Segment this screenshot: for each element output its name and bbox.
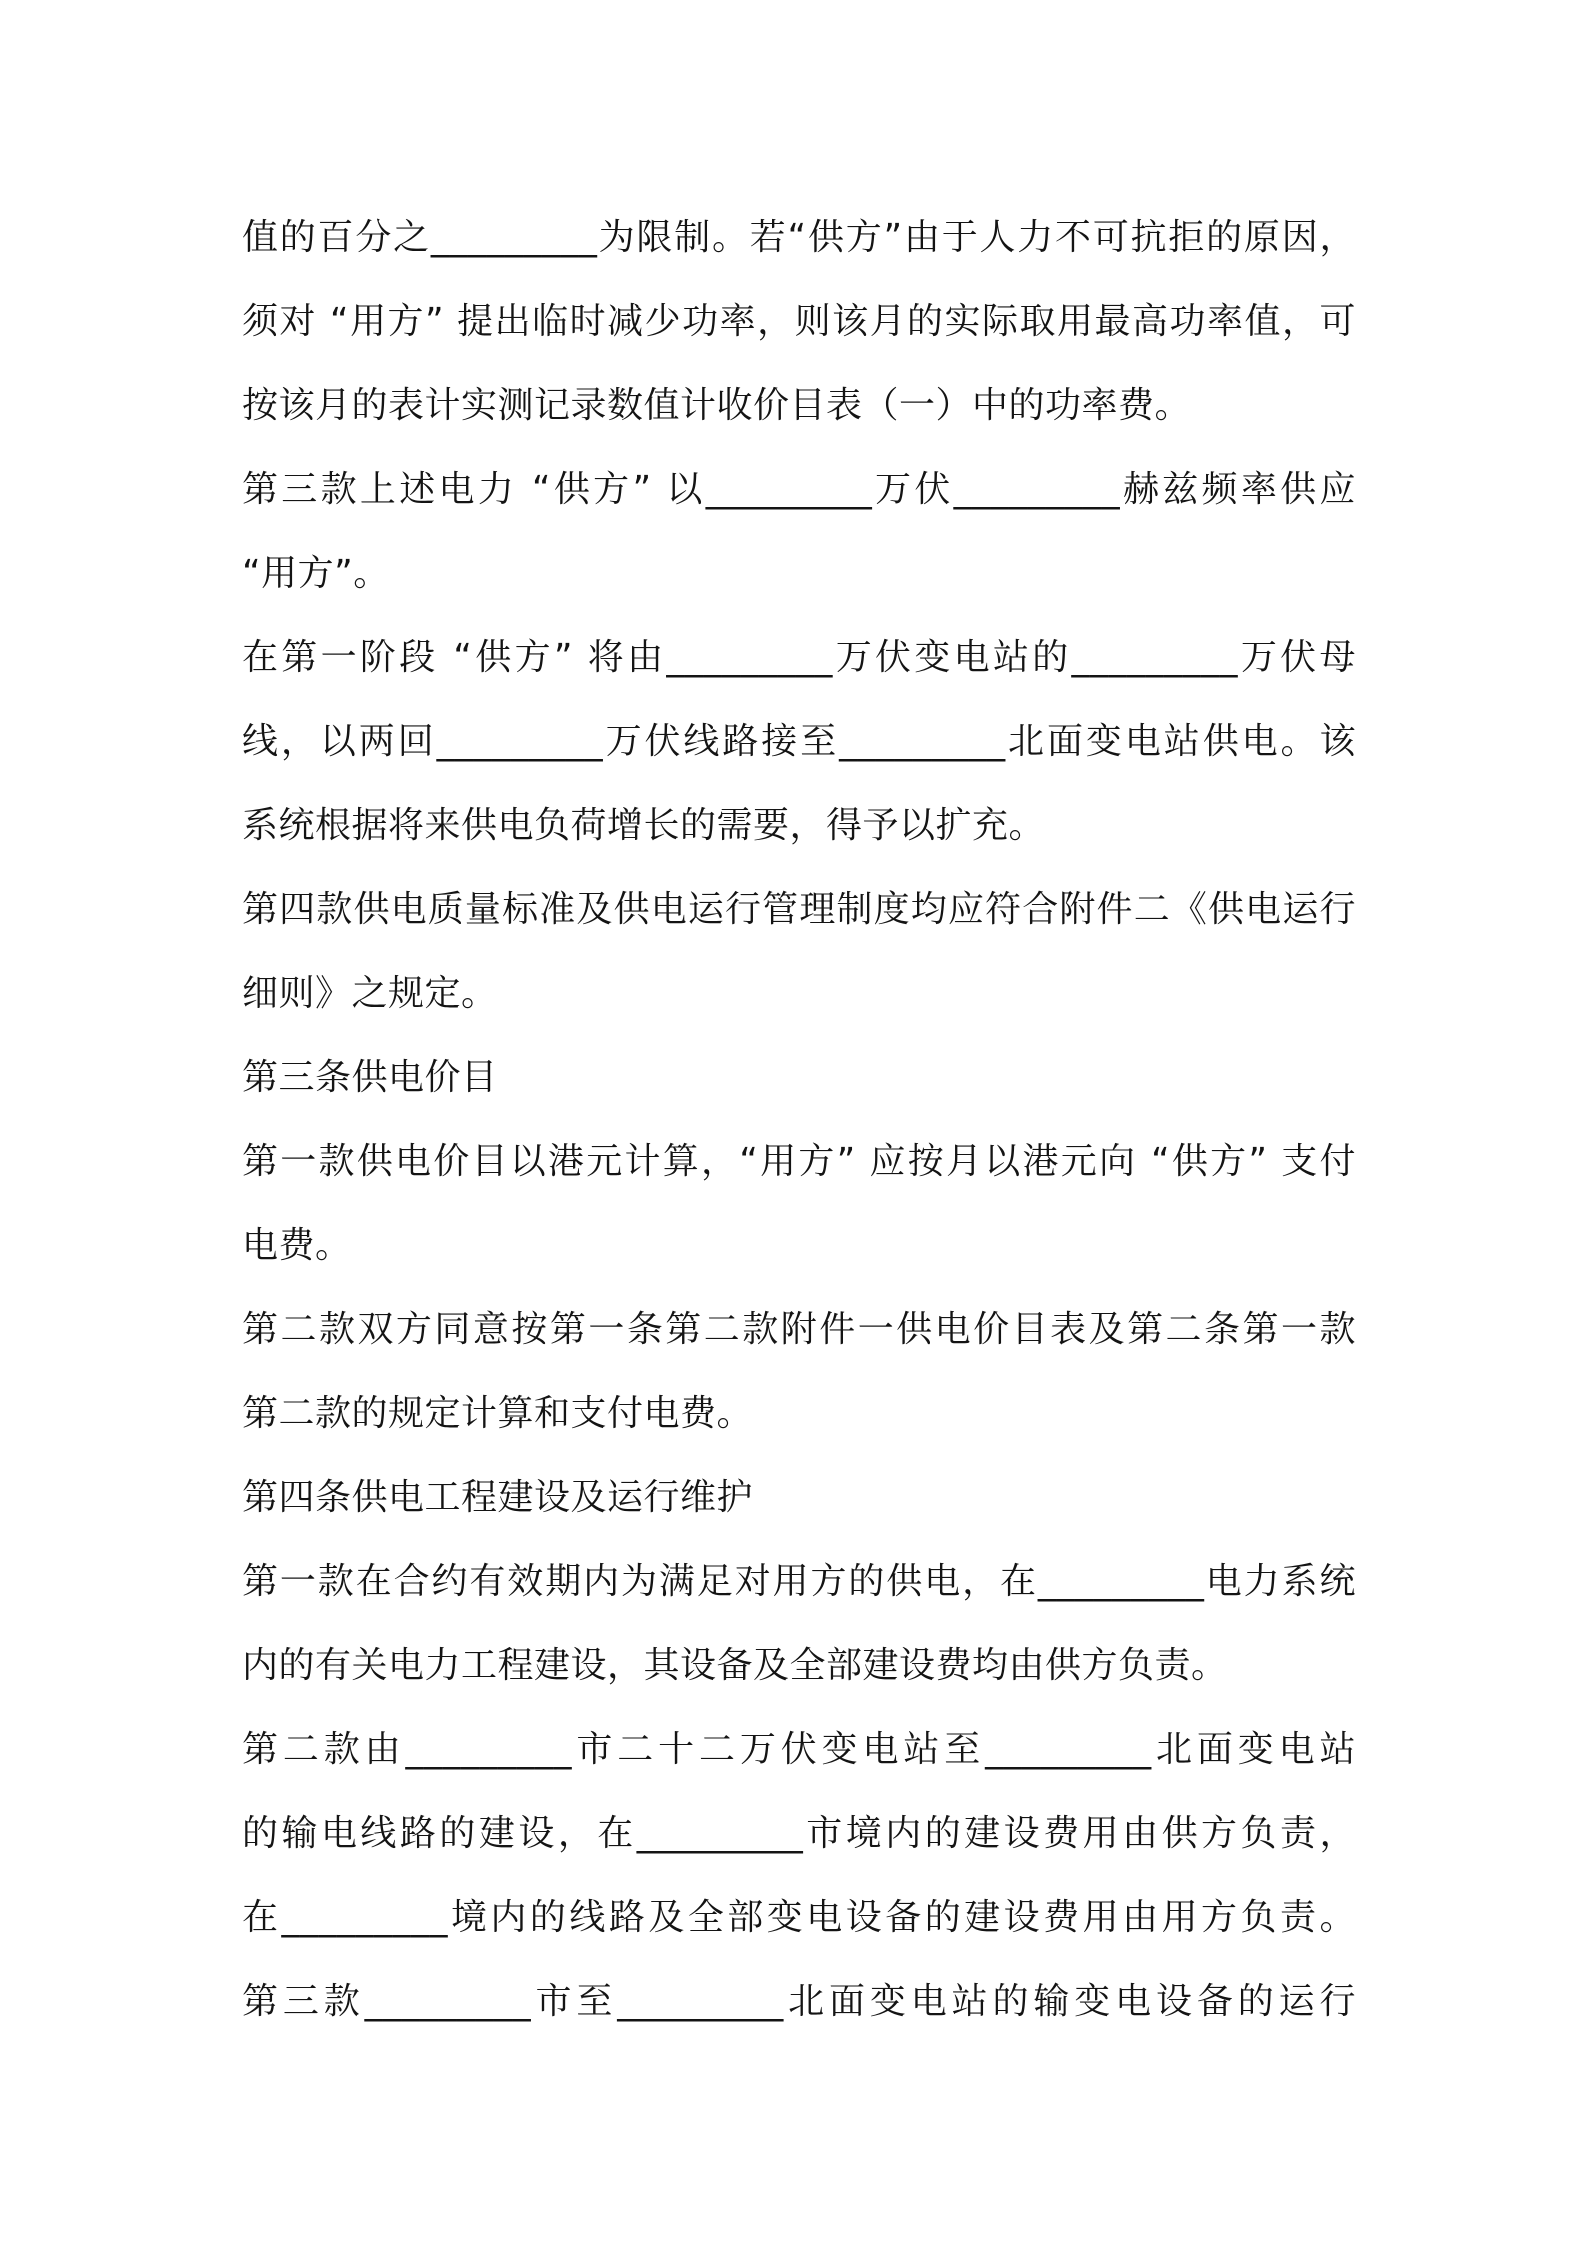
text-line: 的输电线路的建设，在_________市境内的建设费用由供方负责，	[242, 1813, 1356, 1854]
text-line: “用方”。	[242, 553, 390, 594]
text-line: 系统根据将来供电负荷增长的需要，得予以扩充。	[242, 805, 1046, 846]
text-line: 第三款_________市至_________北面变电站的输变电设备的运行	[242, 1981, 1356, 2022]
text-line: 线，以两回_________万伏线路接至_________北面变电站供电。该	[242, 721, 1356, 762]
section-heading: 第四条供电工程建设及运行维护	[242, 1477, 754, 1518]
text-line: 细则》之规定。	[242, 973, 498, 1014]
text-line: 第二款由_________市二十二万伏变电站至_________北面变电站	[242, 1729, 1356, 1770]
text-line: 须对 “用方” 提出临时减少功率，则该月的实际取用最高功率值，可	[242, 301, 1356, 342]
section-heading: 第三条供电价目	[242, 1057, 498, 1098]
text-line: 第一款在合约有效期内为满足对用方的供电，在_________电力系统	[242, 1561, 1356, 1602]
text-line: 值的百分之_________为限制。若“供方”由于人力不可抗拒的原因，	[242, 217, 1356, 258]
text-line: 在第一阶段 “供方” 将由_________万伏变电站的_________万伏母	[242, 637, 1356, 678]
document-body	[242, 196, 1356, 2044]
text-line: 第四款供电质量标准及供电运行管理制度均应符合附件二《供电运行	[242, 889, 1356, 930]
text-line: 在_________境内的线路及全部变电设备的建设费用由用方负责。	[242, 1897, 1356, 1938]
text-line: 第一款供电价目以港元计算，“用方” 应按月以港元向 “供方” 支付	[242, 1141, 1356, 1182]
text-line: 第二款双方同意按第一条第二款附件一供电价目表及第二条第一款	[242, 1309, 1356, 1350]
text-line: 内的有关电力工程建设，其设备及全部建设费均由供方负责。	[242, 1645, 1228, 1686]
text-line: 按该月的表计实测记录数值计收价目表（一）中的功率费。	[242, 385, 1192, 426]
text-line: 第二款的规定计算和支付电费。	[242, 1393, 754, 1434]
text-line: 第三款上述电力 “供方” 以_________万伏_________赫兹频率供应	[242, 469, 1356, 510]
text-line: 电费。	[242, 1225, 352, 1266]
